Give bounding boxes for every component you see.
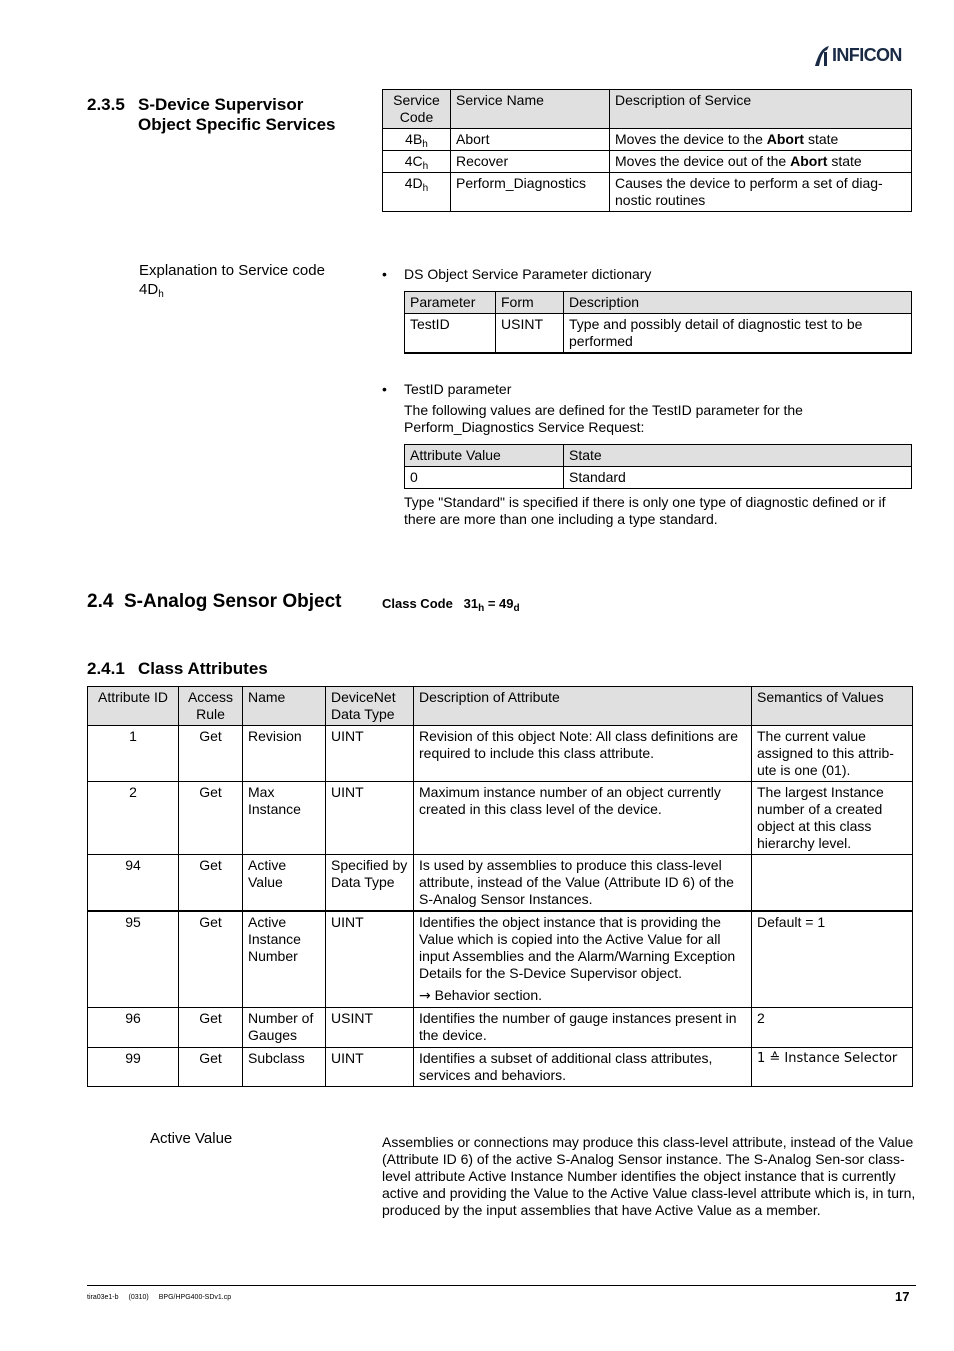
section-title-line1: S-Device Supervisor (138, 95, 304, 114)
service-name-cell: Perform_Diagnostics (451, 173, 610, 212)
desc-cell: Type and possibly detail of diagnostic test to be performed (564, 314, 912, 354)
name-cell: Number of Gauges (243, 1008, 326, 1048)
bullet-dot: • (382, 381, 387, 397)
explanation-line1: Explanation to Service code (139, 262, 325, 279)
footer-file: BPG/HPG400-SDv1.cp (158, 1294, 232, 1301)
type-cell: USINT (326, 1008, 414, 1048)
parameter-table (404, 291, 912, 354)
service-code-cell: $4B_h$ (383, 129, 451, 151)
form-cell: USINT (496, 314, 564, 354)
section-title: Class Attributes (138, 659, 268, 678)
bullet-item (382, 381, 512, 398)
service-desc-cell: Moves the device out of the Abort state (610, 151, 912, 173)
section-number: 2.3.5 (87, 95, 125, 114)
type-cell: UINT (326, 726, 414, 782)
table-row (88, 855, 913, 912)
header-form: Form (496, 292, 564, 314)
desc-cell: Identifies a subset of additional class attributes, services and behaviors. (414, 1048, 752, 1087)
logo-text: INFICON (832, 45, 902, 65)
standard-note: Type "Standard" is specified if there is only one type of diagnostic defined or if there are more than one including a type standard. (404, 494, 886, 527)
type-cell: UINT (326, 1048, 414, 1087)
footer-doc-id: tira03e1-b (87, 1294, 119, 1301)
header-service-code: Service Code (383, 90, 451, 129)
header-attribute-value: Attribute Value (405, 445, 564, 467)
table-row (88, 911, 913, 1008)
name-cell: Max Instance (243, 782, 326, 855)
bullet-item (382, 266, 652, 283)
header-description: Description of Attribute (414, 687, 752, 726)
class-attributes-table (87, 686, 913, 1087)
attr-id-cell: 1 (88, 726, 179, 782)
header-state: State (564, 445, 912, 467)
page-number: 17 (895, 1289, 910, 1304)
header-parameter: Parameter (405, 292, 496, 314)
attr-id-cell: 95 (88, 911, 179, 1008)
desc-text: Identifies the object instance that is providing the Value which is copied into the Active Value for all input Assemblies and the Alarm/Warning Exception Details for the S-Device Supervisor object. (419, 914, 736, 981)
section-title-line2: Object Specific Services (138, 115, 336, 134)
table-row (383, 151, 912, 173)
arrow-right-icon: → (419, 988, 431, 1004)
table-row (88, 1048, 913, 1087)
semantics-cell: 1 ≙ Instance Selector (752, 1048, 913, 1087)
section-title: S-Analog Sensor Object (123, 591, 342, 612)
table-row (88, 1008, 913, 1048)
name-cell: Active Value (243, 855, 326, 912)
param-cell: TestID (405, 314, 496, 354)
service-name-cell: Abort (451, 129, 610, 151)
section-number: 2.4 (87, 591, 114, 612)
footer-date: (0310) (128, 1294, 149, 1301)
class-code: Class Code $31_h = 49_d$ (382, 596, 520, 614)
attribute-value-cell: 0 (405, 467, 564, 489)
access-cell: Get (179, 911, 243, 1008)
desc-cell: Identifies the number of gauge instances present in the device. (414, 1008, 752, 1048)
footer-info (87, 1294, 241, 1301)
access-cell: Get (179, 1048, 243, 1087)
section-heading-235 (87, 95, 336, 135)
table-header-row (88, 687, 913, 726)
table-row (88, 782, 913, 855)
semantics-cell: Default = 1 (752, 911, 913, 1008)
services-table (382, 89, 912, 212)
semantics-cell: The largest Instance number of a created object at this class hierarchy level. (752, 782, 913, 855)
bullet-text: TestID parameter (404, 381, 512, 397)
access-cell: Get (179, 726, 243, 782)
section-number: 2.4.1 (87, 659, 125, 678)
desc-reference: → Behavior section. (419, 987, 543, 1004)
class-code-label: Class Code (382, 596, 453, 611)
attr-id-cell: 2 (88, 782, 179, 855)
active-value-label: Active Value (150, 1130, 233, 1147)
table-row (383, 129, 912, 151)
attr-id-cell: 96 (88, 1008, 179, 1048)
desc-cell: Revision of this object Note: All class definitions are required to include this class attribute. (414, 726, 752, 782)
attr-id-cell: 94 (88, 855, 179, 912)
bullet-text: DS Object Service Parameter dictionary (404, 266, 652, 282)
header-semantics: Semantics of Values (752, 687, 913, 726)
testid-paragraph: The following values are defined for the TestID parameter for the Perform_Diagnostics Service Request: (404, 402, 803, 435)
table-header-row (383, 90, 912, 129)
inficon-logo-icon (812, 44, 832, 68)
service-name-cell: Recover (451, 151, 610, 173)
table-row (383, 173, 912, 212)
desc-cell: Maximum instance number of an object currently created in this class level of the device. (414, 782, 752, 855)
desc-cell: Is used by assemblies to produce this class-level attribute, instead of the Value (Attribute ID 6) of the S-Analog Sensor Instances. (414, 855, 752, 912)
table-header-row (405, 445, 912, 467)
header-data-type: DeviceNet Data Type (326, 687, 414, 726)
active-value-paragraph: Assemblies or connections may produce this class-level attribute, instead of the Value (Attribute ID 6) of the active S-Analog Sensor instance. The S-Analog Sen-sor class-level attribute Active Instance Number identifies the object instance that is currently active and providing the Value to the Active Value class-level attribute which is, in turn, produced by the input assemblies that have Active Value as a member. (382, 1134, 916, 1218)
attr-id-cell: 99 (88, 1048, 179, 1087)
table-row (88, 726, 913, 782)
type-cell: Specified by Data Type (326, 855, 414, 912)
header-description: Description (564, 292, 912, 314)
table-row (405, 314, 912, 354)
service-code-cell: $4C_h$ (383, 151, 451, 173)
access-cell: Get (179, 782, 243, 855)
service-desc-cell: Causes the device to perform a set of diag-nostic routines (610, 173, 912, 212)
semantics-cell (752, 855, 913, 912)
service-code-cell: $4D_h$ (383, 173, 451, 212)
inficon-logo (812, 44, 916, 68)
access-cell: Get (179, 855, 243, 912)
name-cell: Revision (243, 726, 326, 782)
semantics-cell: The current value assigned to this attrib-ute is one (01). (752, 726, 913, 782)
access-cell: Get (179, 1008, 243, 1048)
footer-divider (87, 1285, 916, 1286)
header-attribute-id: Attribute ID (88, 687, 179, 726)
table-header-row (405, 292, 912, 314)
header-description: Description of Service (610, 90, 912, 129)
explanation-code: 4D (139, 281, 159, 298)
testid-table (404, 444, 912, 489)
desc-cell (414, 911, 752, 1008)
table-row (405, 467, 912, 489)
explanation-label: Explanation to Service code $4D_h$ (139, 262, 325, 300)
section-heading-24 (87, 591, 341, 613)
header-name: Name (243, 687, 326, 726)
section-heading-241 (87, 659, 268, 679)
name-cell: Active Instance Number (243, 911, 326, 1008)
type-cell: UINT (326, 911, 414, 1008)
header-access-rule: Access Rule (179, 687, 243, 726)
state-cell: Standard (564, 467, 912, 489)
header-service-name: Service Name (451, 90, 610, 129)
name-cell: Subclass (243, 1048, 326, 1087)
bullet-dot: • (382, 266, 387, 282)
type-cell: UINT (326, 782, 414, 855)
semantics-cell: 2 (752, 1008, 913, 1048)
service-desc-cell: Moves the device to the Abort state (610, 129, 912, 151)
